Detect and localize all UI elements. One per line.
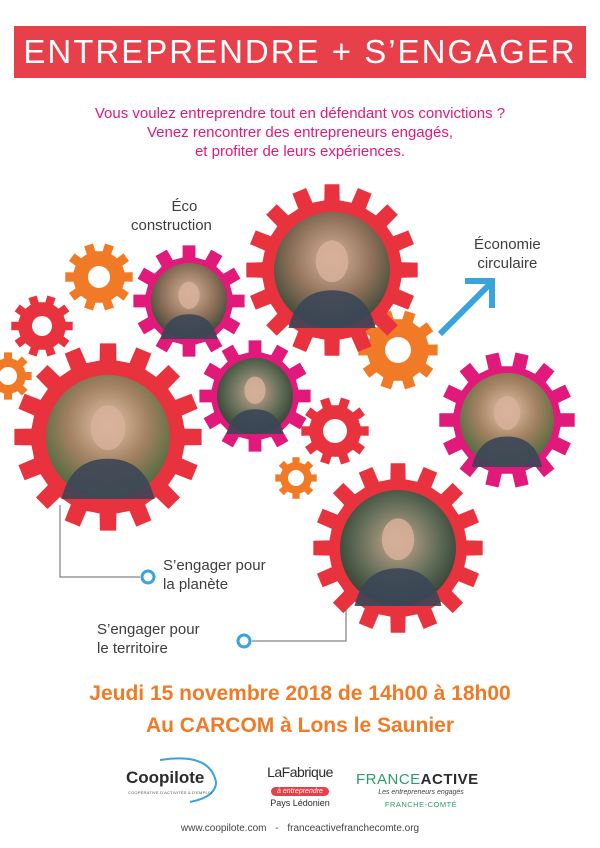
- portrait-face: [494, 396, 520, 430]
- lafabrique-badge: à entreprendre: [271, 787, 329, 796]
- franceactive-word2: ACTIVE: [420, 771, 479, 788]
- portrait-face: [244, 377, 265, 404]
- gear-portrait-bottom: [313, 463, 482, 632]
- bullet-icon-territoire: [238, 635, 250, 647]
- lafabrique-logo: [250, 764, 350, 812]
- page-title: ENTREPRENDRE + S’ENGAGER: [23, 33, 577, 70]
- bullet-icon-planete: [142, 571, 154, 583]
- gear-orange-4: [275, 457, 316, 498]
- intro-line-1: Vous voulez entreprendre tout en défendant vos convictions ?: [94, 105, 506, 122]
- gear-portrait-right: [439, 353, 574, 488]
- portrait-face: [178, 282, 199, 309]
- link-coopilote[interactable]: www.coopilote.com: [180, 823, 267, 834]
- gear-red-small-2: [301, 398, 368, 465]
- label-economie-circulaire: Économie circulaire: [474, 236, 541, 272]
- gear-portrait-left: [14, 343, 201, 530]
- label-eco-construction: Éco construction: [131, 198, 212, 234]
- event-date: Jeudi 15 novembre 2018 de 14h00 à 18h00: [89, 682, 511, 705]
- link-franceactive[interactable]: franceactivefranchecomte.org: [287, 823, 420, 834]
- franceactive-logo: [356, 771, 486, 816]
- event-place: Au CARCOM à Lons le Saunier: [145, 714, 455, 737]
- gear-portrait-top: [246, 184, 417, 355]
- gear-orange-1: [65, 244, 132, 311]
- lafabrique-title: LaFabrique: [267, 764, 333, 780]
- portrait-face: [91, 405, 126, 450]
- label-planete: S’engager pour la planète: [163, 557, 266, 593]
- franceactive-tagline: Les entrepreneurs engagés: [378, 789, 464, 796]
- label-territoire: S’engager pour le territoire: [97, 621, 200, 657]
- arrow-icon: [440, 281, 492, 334]
- gear-orange-2: [0, 352, 32, 399]
- connector-line-territoire: [252, 608, 346, 641]
- coopilote-name: Coopilote: [126, 768, 205, 787]
- gear-portrait-eco: [133, 245, 244, 356]
- gear-red-small-1: [11, 296, 72, 357]
- portrait-face: [382, 518, 414, 560]
- lafabrique-region: Pays Lédonien: [270, 798, 330, 808]
- coopilote-tagline: COOPÉRATIVE D'ACTIVITÉS & D'EMPLOI: [128, 790, 213, 795]
- footer-links: [0, 823, 600, 834]
- franceactive-region: FRANCHE-COMTÉ: [384, 800, 458, 809]
- gear-portrait-center: [199, 340, 310, 451]
- portrait-face: [316, 240, 348, 282]
- franceactive-word1: FRANCE: [356, 771, 421, 788]
- intro-line-2: Venez rencontrer des entrepreneurs engagés,: [146, 124, 454, 141]
- coopilote-logo: [120, 752, 230, 808]
- intro-line-3: et profiter de leurs expériences.: [194, 143, 406, 160]
- footer-separator: -: [275, 823, 279, 834]
